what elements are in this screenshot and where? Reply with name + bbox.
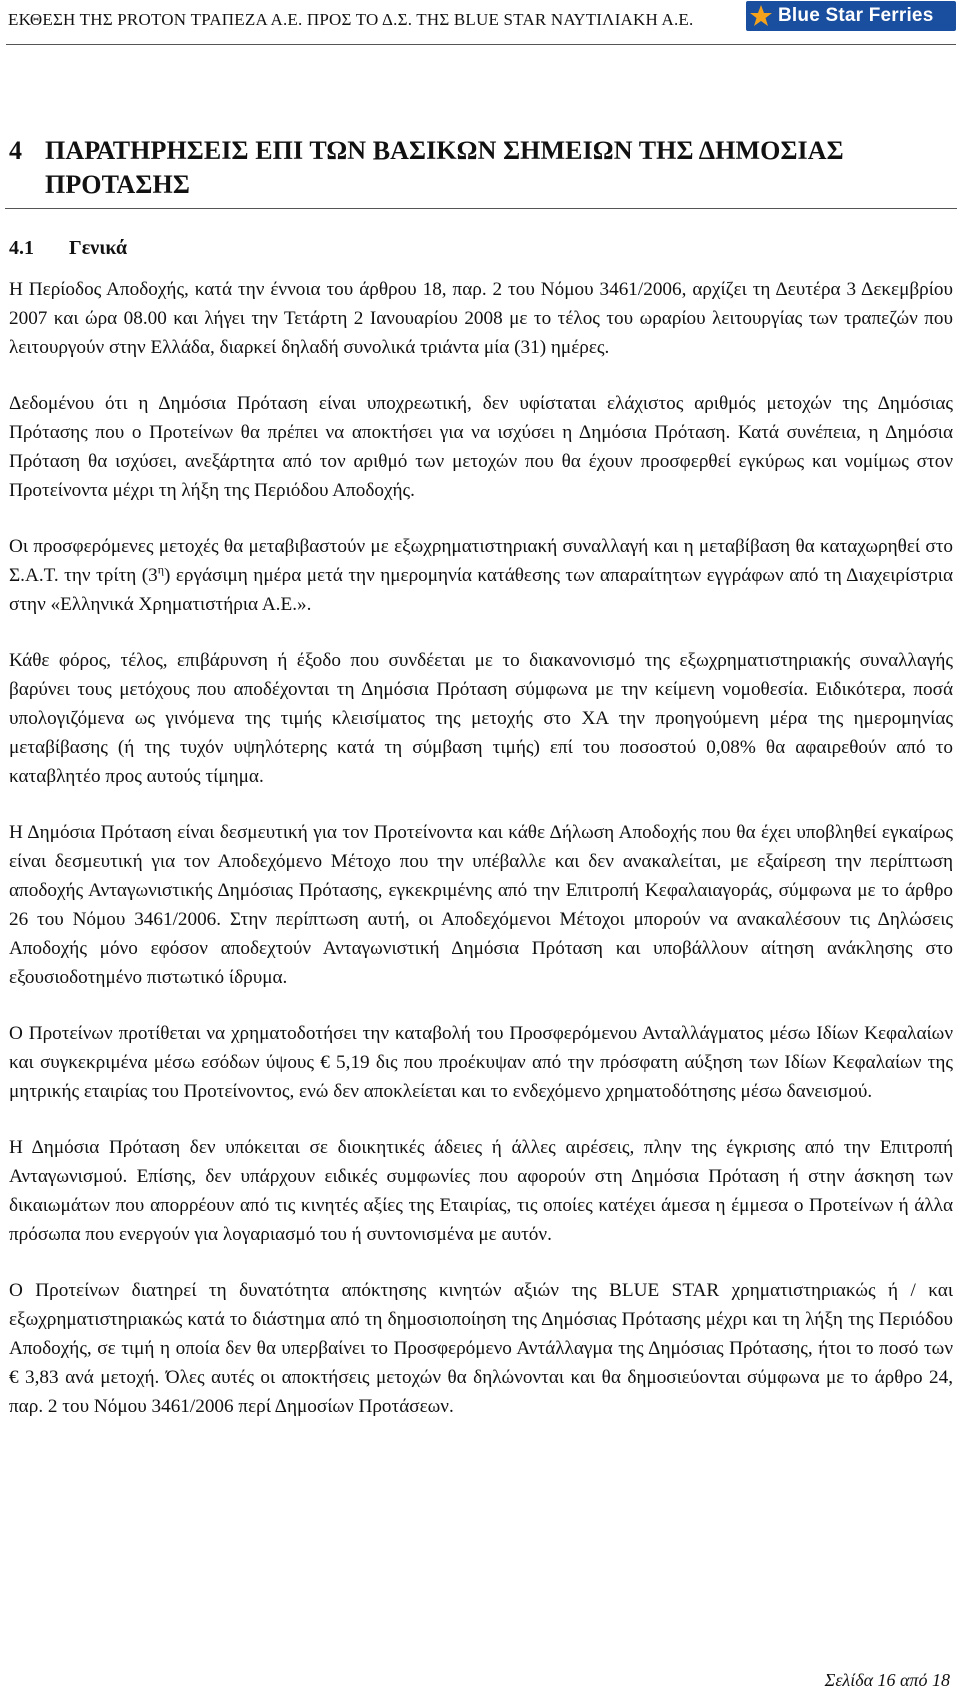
subsection-number: 4.1 (9, 237, 34, 259)
section-title: ΠΑΡΑΤΗΡΗΣΕΙΣ ΕΠΙ ΤΩΝ ΒΑΣΙΚΩΝ ΣΗΜΕΙΩΝ ΤΗΣ ΔΗΜΟΣΙΑΣ ΠΡΟΤΑΣΗΣ (45, 136, 844, 199)
paragraph-acceptance-period: Η Περίοδος Αποδοχής, κατά την έννοια του άρθρου 18, παρ. 2 του Νόμου 3461/2006, αρχίζει τη Δευτέρα 3 Δεκεμβρίου 2007 και ώρα 08.00 και λήγει την Τετάρτη 2 Ιανουαρίου 2008 με το τέλος του ωραρίου λειτουργίας των τραπεζών που λειτουργούν στην Ελλάδα, διαρκεί δηλαδή συνολικά τριάντα μία (31) ημέρες. (9, 279, 953, 358)
subsection-title: Γενικά (69, 237, 128, 259)
blue-star-ferries-logo (746, 1, 956, 31)
header-title: ΕΚΘΕΣΗ ΤΗΣ PROTON ΤΡΑΠΕΖΑ Α.Ε. ΠΡΟΣ ΤΟ Δ.Σ. ΤΗΣ BLUE STAR ΝΑΥΤΙΛΙΑΚΗ Α.Ε. (8, 10, 694, 29)
star-icon (748, 3, 774, 29)
section-heading (9, 134, 953, 202)
paragraph-approvals: Η Δημόσια Πρόταση δεν υπόκειται σε διοικητικές άδειες ή άλλες αιρέσεις, πλην της έγκρισης από την Επιτροπή Ανταγωνισμού. Επίσης, δεν υπάρχουν ειδικές συμφωνίες που αφορούν στη Δημόσια Πρόταση ή στην άσκηση των δικαιωμάτων που απορρέουν από τις κινητές αξίες της Εταιρίας, τις οποίες κατέχει άμεσα η έμμεσα ο Προτείνων ή άλλα πρόσωπα που ενεργούν για λογαριασμό του ή συντονισμένα με αυτόν. (9, 1137, 953, 1245)
header-divider (6, 44, 956, 45)
paragraph-transfer-part-a: Οι προσφερόμενες μετοχές θα μεταβιβαστούν με εξωχρηματιστηριακή συναλλαγή και η μεταβίβαση θα καταχωρηθεί στο Σ.Α.Τ. την τρίτη (3 (9, 536, 953, 586)
paragraph-taxes-fees: Κάθε φόρος, τέλος, επιβάρυνση ή έξοδο που συνδέεται με το διακανονισμό της εξωχρηματιστηριακής συναλλαγής βαρύνει τους μετόχους που αποδέχονται τη Δημόσια Πρόταση σύμφωνα με την κείμενη νομοθεσία. Ειδικότερα, ποσά υπολογιζόμενα ως γινόμενα της τιμής κλεισίματος της μετοχής στο ΧΑ την προηγούμενη μέρα της ημερομηνίας μεταβίβασης (ή της τυχόν υψηλότερης κατά τη σύμβαση τιμής) επί του ποσοστού 0,08% θα αφαιρεθούν από το καταβλητέο προς αυτούς τίμημα. (9, 650, 953, 787)
logo-text: Blue Star Ferries (778, 5, 934, 26)
subsection-heading (9, 237, 953, 263)
paragraph-share-acquisitions: Ο Προτείνων διατηρεί τη δυνατότητα απόκτησης κινητών αξιών της BLUE STAR χρηματιστηριακώς ή / και εξωχρηματιστηριακώς κατά το διάστημα από τη δημοσιοποίηση της Δημόσιας Πρότασης μέχρι και τη λήξη της Περιόδου Αποδοχής, σε τιμή η οποία δεν θα υπερβαίνει το Προσφερόμενο Αντάλλαγμα της Δημόσιας Πρότασης, ήτοι το ποσό των € 3,83 ανά μετοχή. Όλες αυτές οι αποκτήσεις μετοχών θα δηλώνονται και θα δημοσιεύονται σύμφωνα με το άρθρο 24, παρ. 2 του Νόμου 3461/2006 περί Δημοσίων Προτάσεων. (9, 1280, 953, 1417)
paragraph-financing: Ο Προτείνων προτίθεται να χρηματοδοτήσει την καταβολή του Προσφερόμενου Ανταλλάγματος μέσω Ιδίων Κεφαλαίων και συγκεκριμένα μέσω εσόδων ύψους € 5,19 δις που προέκυψαν από την πρόσφατη αύξηση των Ιδίων Κεφαλαίων της μητρικής εταιρίας του Προτείνοντος, ενώ δεν αποκλείεται και το ενδεχόμενο χρηματοδότησης μέσω δανεισμού. (9, 1023, 953, 1102)
paragraph-binding-offer: Η Δημόσια Πρόταση είναι δεσμευτική για τον Προτείνοντα και κάθε Δήλωση Αποδοχής που θα έχει υποβληθεί εγκαίρως είναι δεσμευτική για τον Αποδεχόμενο Μέτοχο που την υπέβαλλε και δεν ανακαλείται, με εξαίρεση την περίπτωση αποδοχής Ανταγωνιστικής Δημόσιας Πρότασης, εγκεκριμένης από την Επιτροπή Κεφαλαιαγοράς, σύμφωνα με το άρθρο 26 του Νόμου 3461/2006. Στην περίπτωση αυτή, οι Αποδεχόμενοι Μέτοχοι μπορούν να ανακαλέσουν τις Δηλώσεις Αποδοχής μόνο εφόσον αποδεχτούν Ανταγωνιστική Δημόσια Πρόταση και υποβάλλουν αίτηση ανάκλησης στο εξουσιοδοτημένο πιστωτικό ίδρυμα. (9, 822, 953, 988)
section-number: 4 (9, 136, 23, 165)
page-header (6, 0, 956, 44)
paragraph-mandatory-offer: Δεδομένου ότι η Δημόσια Πρόταση είναι υποχρεωτική, δεν υφίσταται ελάχιστος αριθμός μετοχών της Δημόσιας Πρότασης που ο Προτείνων θα πρέπει να αποκτήσει για να ισχύσει η Δημόσια Πρόταση. Κατά συνέπεια, η Δημόσια Πρόταση θα ισχύσει, ανεξάρτητα από τον αριθμό των μετοχών που θα έχουν προσφερθεί εγκύρως και νομίμως στον Προτείνοντα μέχρι τη λήξη της Περιόδου Αποδοχής. (9, 393, 953, 501)
page-number: Σελίδα 16 από 18 (824, 1670, 950, 1690)
document-body (9, 134, 953, 1421)
section-divider (5, 208, 957, 209)
paragraph-transfer-part-b: ) εργάσιμη ημέρα μετά την ημερομηνία κατάθεσης των απαραίτητων εγγράφων από τη Διαχειρίστρια στην «Ελληνικά Χρηματιστήρια Α.Ε.». (9, 565, 954, 615)
ordinal-superscript: η (157, 562, 164, 577)
paragraph-transfer (9, 532, 953, 619)
